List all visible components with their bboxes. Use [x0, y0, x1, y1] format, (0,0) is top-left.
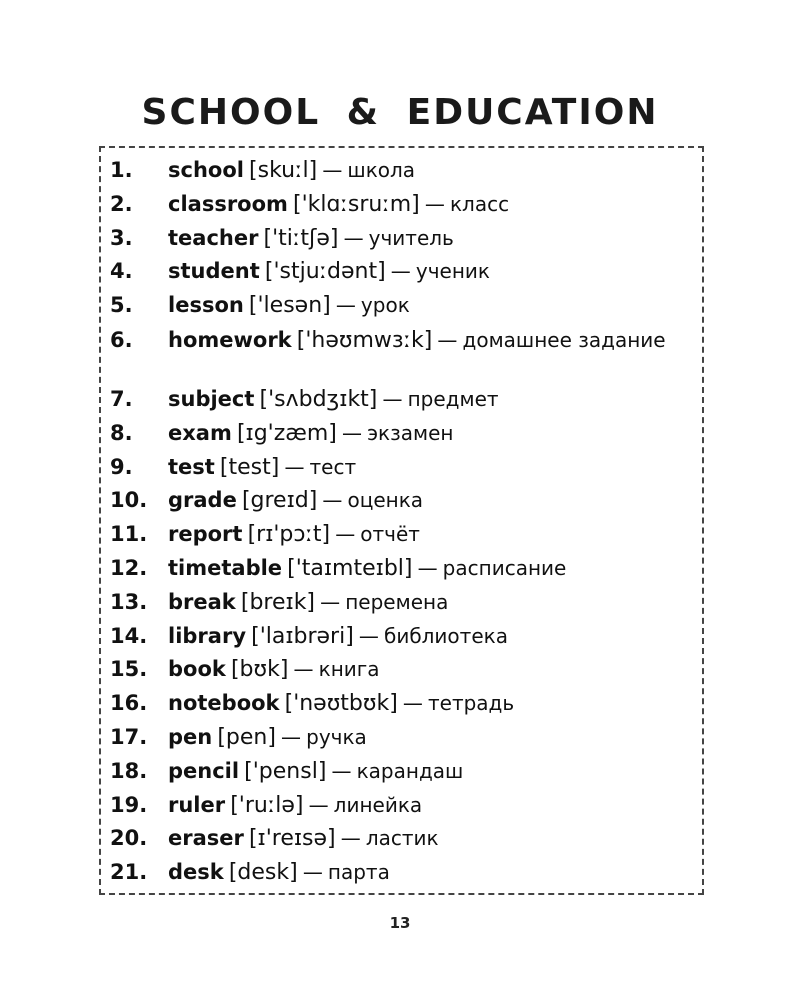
entry-translation: класс: [449, 191, 510, 216]
vocab-entry: [110, 383, 700, 417]
entry-transcription: [breɪk]: [240, 589, 316, 615]
entry-dash: —: [382, 386, 403, 411]
entry-translation: домашнее задание: [462, 327, 666, 352]
vocab-entry: [110, 822, 700, 856]
entry-translation: линейка: [333, 792, 423, 817]
entry-number: 6.: [110, 327, 133, 352]
vocab-entry: [110, 653, 700, 687]
entry-transcription: [ɪ'reɪsə]: [248, 826, 336, 852]
entry-word: break: [168, 589, 236, 614]
entry-translation: школа: [347, 158, 416, 182]
entry-transcription: ['lesən]: [248, 293, 331, 319]
entry-dash: —: [335, 293, 356, 318]
vocab-entry: [110, 586, 700, 620]
entry-word: grade: [168, 488, 237, 513]
vocab-entry: [110, 856, 700, 890]
entry-word: pen: [168, 724, 213, 749]
entry-number: 15.: [110, 657, 148, 682]
entry-translation: тест: [309, 454, 357, 479]
entry-number: 10.: [110, 488, 148, 513]
vocab-entry: [110, 451, 700, 485]
entry-number: 2.: [110, 191, 133, 216]
entry-translation: учитель: [368, 225, 454, 250]
entry-number: 19.: [110, 792, 148, 817]
entry-dash: —: [293, 657, 314, 682]
entry-dash: —: [341, 420, 362, 445]
entry-dash: —: [335, 522, 356, 547]
entry-word: pencil: [168, 758, 240, 783]
entry-number: 4.: [110, 259, 133, 284]
entry-dash: —: [308, 792, 329, 817]
entry-dash: —: [417, 555, 438, 580]
entry-word: classroom: [168, 191, 288, 216]
entry-dash: —: [284, 454, 305, 479]
entry-dash: —: [437, 327, 458, 352]
entry-number: 3.: [110, 225, 133, 250]
entry-transcription: [bʊk]: [230, 657, 289, 683]
entry-transcription: ['tiːtʃə]: [263, 225, 339, 251]
entry-transcription: [skuːl]: [249, 158, 318, 183]
entry-transcription: [ɪg'zæm]: [236, 420, 337, 446]
entry-translation: ученик: [415, 259, 491, 284]
entry-transcription: ['stjuːdənt]: [264, 259, 386, 285]
entry-dash: —: [424, 191, 445, 216]
entry-dash: —: [281, 724, 302, 749]
vocab-entry: [110, 755, 700, 789]
entry-translation: урок: [360, 293, 410, 318]
entry-transcription: ['laɪbrəri]: [251, 623, 354, 649]
entry-translation: книга: [318, 657, 380, 682]
entry-number: 20.: [110, 826, 148, 851]
entry-transcription: ['ruːlə]: [230, 792, 304, 818]
entry-translation: парта: [327, 860, 390, 885]
entry-transcription: ['taɪmteɪbl]: [287, 555, 413, 581]
entry-word: exam: [168, 420, 232, 445]
vocab-entry: [110, 289, 700, 323]
entry-number: 17.: [110, 724, 148, 749]
entry-translation: тетрадь: [428, 691, 515, 716]
entry-transcription: [rɪ'pɔːt]: [247, 522, 331, 548]
vocab-entry: [110, 255, 700, 289]
vocab-entry: [110, 222, 700, 256]
entry-transcription: [pen]: [217, 724, 276, 750]
entry-number: 11.: [110, 522, 148, 547]
entry-number: 7.: [110, 386, 133, 411]
entry-translation: ластик: [365, 826, 439, 851]
entry-dash: —: [343, 225, 364, 250]
entry-number: 5.: [110, 293, 133, 318]
entry-transcription: [greɪd]: [241, 488, 318, 514]
entry-number: 14.: [110, 623, 148, 648]
entry-transcription: [desk]: [228, 860, 298, 886]
entry-number: 1.: [110, 158, 133, 182]
entry-transcription: ['nəʊtbʊk]: [284, 691, 398, 717]
entry-word: ruler: [168, 792, 226, 817]
entry-translation: перемена: [345, 589, 449, 614]
entry-dash: —: [331, 758, 352, 783]
entry-dash: —: [322, 488, 343, 513]
entry-dash: —: [302, 860, 323, 885]
entry-number: 12.: [110, 555, 148, 580]
vocab-entry: [110, 518, 700, 552]
entry-translation: экзамен: [367, 420, 454, 445]
entry-translation: расписание: [442, 555, 567, 580]
vocab-entry: [110, 620, 700, 654]
entry-translation: библиотека: [383, 623, 508, 648]
entry-word: test: [168, 454, 215, 479]
vocab-entry: [110, 154, 700, 188]
entry-word: eraser: [168, 826, 244, 851]
vocab-entry: [110, 417, 700, 451]
entry-word: timetable: [168, 555, 283, 580]
page-number: 13: [389, 914, 411, 932]
entry-word: desk: [168, 860, 224, 885]
entry-number: 9.: [110, 454, 133, 479]
vocab-entry: [110, 484, 700, 518]
entry-dash: —: [322, 158, 343, 182]
entry-transcription: [test]: [219, 454, 280, 480]
entry-word: book: [168, 657, 226, 682]
entry-dash: —: [358, 623, 379, 648]
entry-translation: оценка: [347, 488, 424, 513]
entry-number: 16.: [110, 691, 148, 716]
entry-number: 13.: [110, 589, 148, 614]
entry-dash: —: [402, 691, 423, 716]
entry-word: homework: [168, 327, 292, 352]
entry-word: teacher: [168, 225, 259, 250]
entry-word: report: [168, 522, 243, 547]
entry-transcription: ['pensl]: [244, 758, 327, 784]
entry-dash: —: [390, 259, 411, 284]
vocab-entry: [110, 188, 700, 222]
entry-translation: ручка: [306, 724, 367, 749]
entry-word: student: [168, 259, 260, 284]
vocab-entry: [110, 687, 700, 721]
entry-translation: карандаш: [356, 758, 464, 783]
entry-transcription: ['klɑːsruːm]: [293, 191, 420, 217]
entry-word: lesson: [168, 293, 244, 318]
entry-number: 18.: [110, 758, 148, 783]
page-title: SCHOOL & EDUCATION: [141, 92, 659, 134]
entry-number: 8.: [110, 420, 133, 445]
entry-number: 21.: [110, 860, 148, 885]
entry-word: notebook: [168, 691, 280, 716]
entry-translation: отчёт: [360, 522, 420, 547]
vocab-entry: [110, 323, 700, 383]
entry-translation: предмет: [407, 386, 499, 411]
vocabulary-list: [110, 154, 700, 890]
entry-dash: —: [320, 589, 341, 614]
entry-transcription: ['həʊmwɜːk]: [296, 327, 433, 353]
vocab-entry: [110, 789, 700, 823]
entry-dash: —: [340, 826, 361, 851]
entry-word: subject: [168, 386, 255, 411]
entry-transcription: ['sʌbdʒɪkt]: [259, 386, 378, 412]
entry-word: library: [168, 623, 247, 648]
entry-word: school: [168, 158, 244, 182]
vocab-entry: [110, 721, 700, 755]
vocab-entry: [110, 552, 700, 586]
